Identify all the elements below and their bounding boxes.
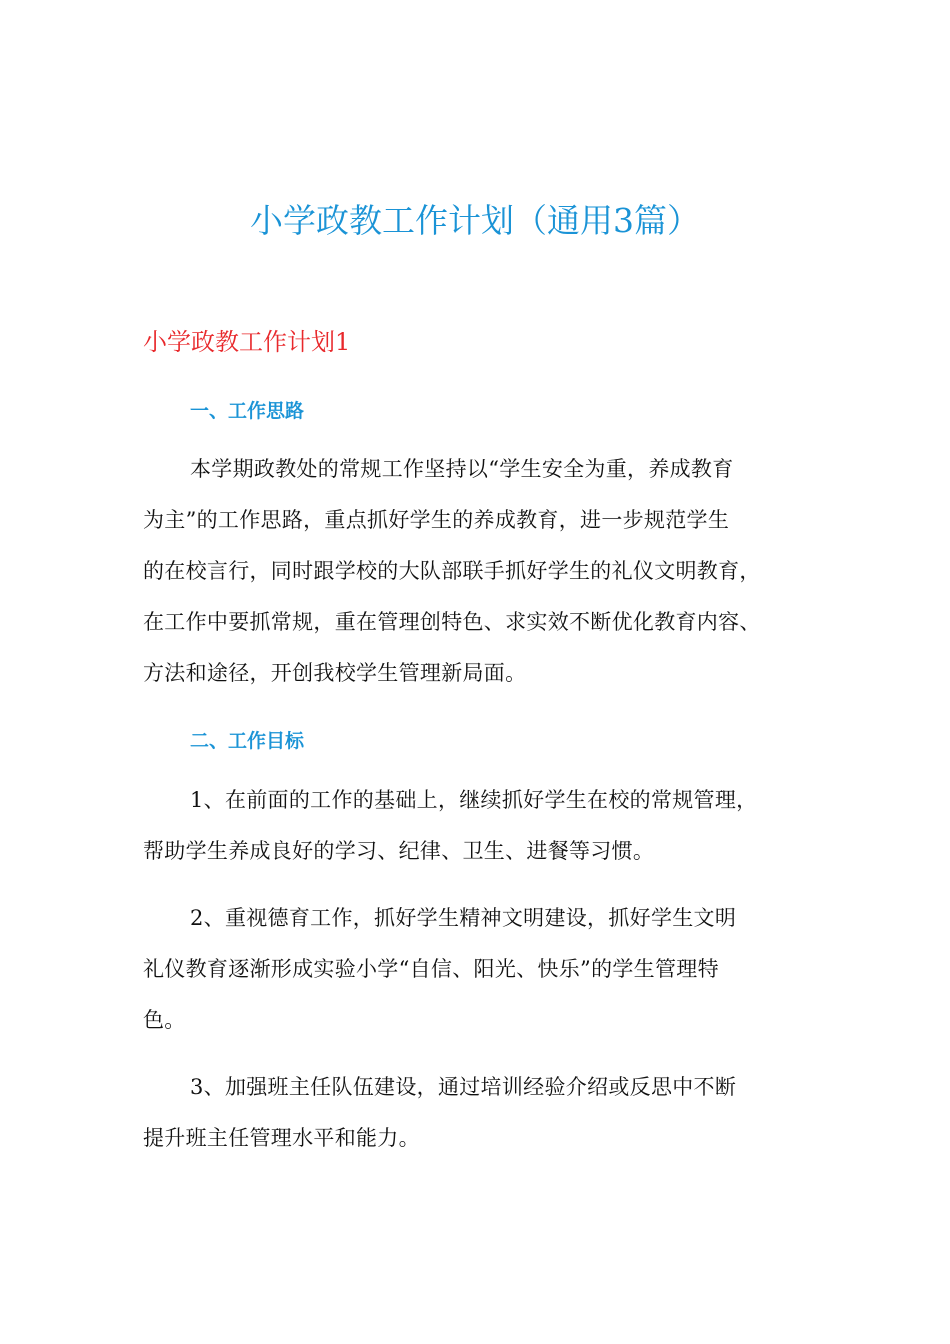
paragraph-line: 方法和途径，开创我校学生管理新局面。: [143, 661, 527, 685]
paragraph-line: 本学期政教处的常规工作坚持以“学生安全为重，养成教育: [190, 457, 734, 481]
section-title: 小学政教工作计划1: [143, 328, 351, 356]
paragraph-goal-2: [143, 893, 823, 1046]
paragraph-line: 色。: [143, 1008, 186, 1032]
paragraph-line: 2、重视德育工作，抓好学生精神文明建设，抓好学生文明: [190, 906, 737, 930]
paragraph-line: 3、加强班主任队伍建设，通过培训经验介绍或反思中不断: [190, 1075, 737, 1099]
paragraph-line: 礼仪教育逐渐形成实验小学“自信、阳光、快乐”的学生管理特: [143, 957, 719, 981]
heading-work-approach: 一、工作思路: [190, 400, 305, 422]
paragraph-line: 1、在前面的工作的基础上，继续抓好学生在校的常规管理，: [190, 788, 758, 812]
paragraph-line: 帮助学生养成良好的学习、纪律、卫生、进餐等习惯。: [143, 839, 655, 863]
paragraph-goal-3: [143, 1062, 823, 1164]
paragraph-goal-1: [143, 775, 823, 877]
paragraph-line: 在工作中要抓常规，重在管理创特色、求实效不断优化教育内容、: [143, 610, 761, 634]
paragraph-line: 的在校言行，同时跟学校的大队部联手抓好学生的礼仪文明教育，: [143, 559, 761, 583]
document-title: 小学政教工作计划（通用3篇）: [250, 201, 700, 240]
paragraph-line: 提升班主任管理水平和能力。: [143, 1126, 420, 1150]
heading-work-goals: 二、工作目标: [190, 730, 305, 752]
paragraph-line: 为主”的工作思路，重点抓好学生的养成教育，进一步规范学生: [143, 508, 730, 532]
paragraph-work-approach: [143, 444, 823, 699]
